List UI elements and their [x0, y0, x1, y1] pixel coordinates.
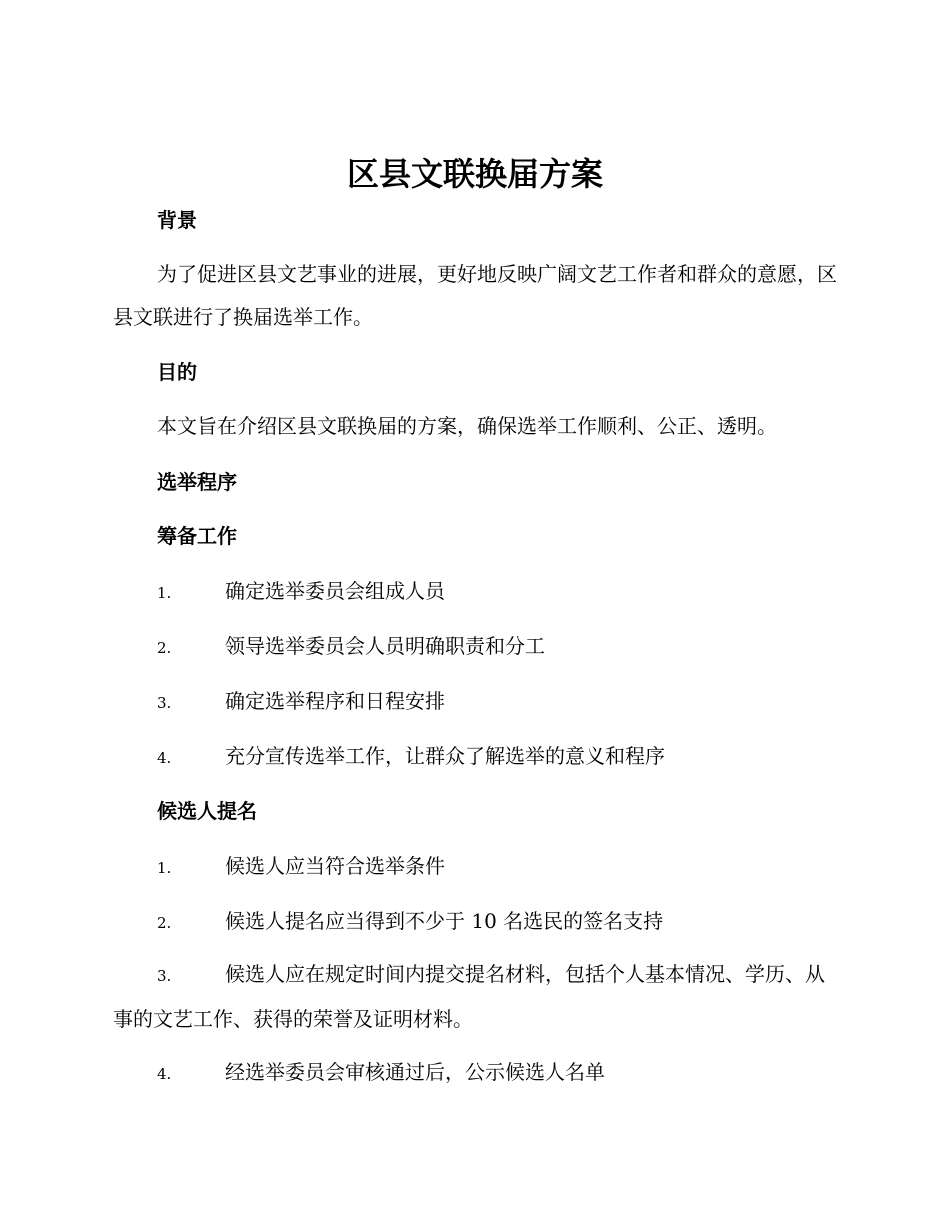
list-item: [157, 631, 837, 663]
paragraph-purpose: 本文旨在介绍区县文联换届的方案，确保选举工作顺利、公正、透明。: [157, 414, 777, 438]
list-item: [157, 906, 837, 938]
section-heading-procedure: 选举程序: [157, 470, 237, 494]
list-item-text: 确定选举委员会组成人员: [225, 579, 445, 603]
list-item-text: 充分宣传选举工作，让群众了解选举的意义和程序: [225, 744, 665, 768]
list-item: [157, 741, 837, 773]
section-heading-nomination: 候选人提名: [157, 799, 257, 823]
list-item-number: 1.: [157, 859, 172, 877]
section-heading-background: 背景: [157, 208, 197, 232]
list-item-text: 候选人提名应当得到不少于 10 名选民的签名支持: [225, 909, 664, 933]
list-item-number: 2.: [157, 639, 172, 657]
list-item-text: 领导选举委员会人员明确职责和分工: [225, 634, 545, 658]
section-heading-purpose: 目的: [157, 360, 197, 384]
document-title: 区县文联换届方案: [346, 155, 603, 193]
list-item-number: 3.: [157, 694, 172, 712]
list-item-number: 4.: [157, 1065, 172, 1083]
list-item: [157, 1057, 837, 1089]
list-item: [157, 576, 837, 608]
list-item-text: 候选人应当符合选举条件: [225, 854, 445, 878]
list-item-text: 候选人应在规定时间内提交提名材料，包括个人基本情况、学历、从事的文艺工作、获得的荣誉及证明材料。: [113, 962, 825, 1031]
list-item: [113, 953, 837, 1041]
section-heading-preparation: 筹备工作: [157, 524, 237, 548]
list-item: [157, 851, 837, 883]
list-item-number: 2.: [157, 914, 172, 932]
list-item-number: 3.: [157, 967, 172, 985]
paragraph-background: 为了促进区县文艺事业的进展，更好地反映广阔文艺工作者和群众的意愿，区县文联进行了换届选举工作。: [113, 262, 837, 329]
list-item-number: 1.: [157, 584, 172, 602]
list-item-text: 经选举委员会审核通过后，公示候选人名单: [225, 1060, 605, 1084]
list-item-text: 确定选举程序和日程安排: [225, 689, 445, 713]
list-item-number: 4.: [157, 749, 172, 767]
list-item: [157, 686, 837, 718]
